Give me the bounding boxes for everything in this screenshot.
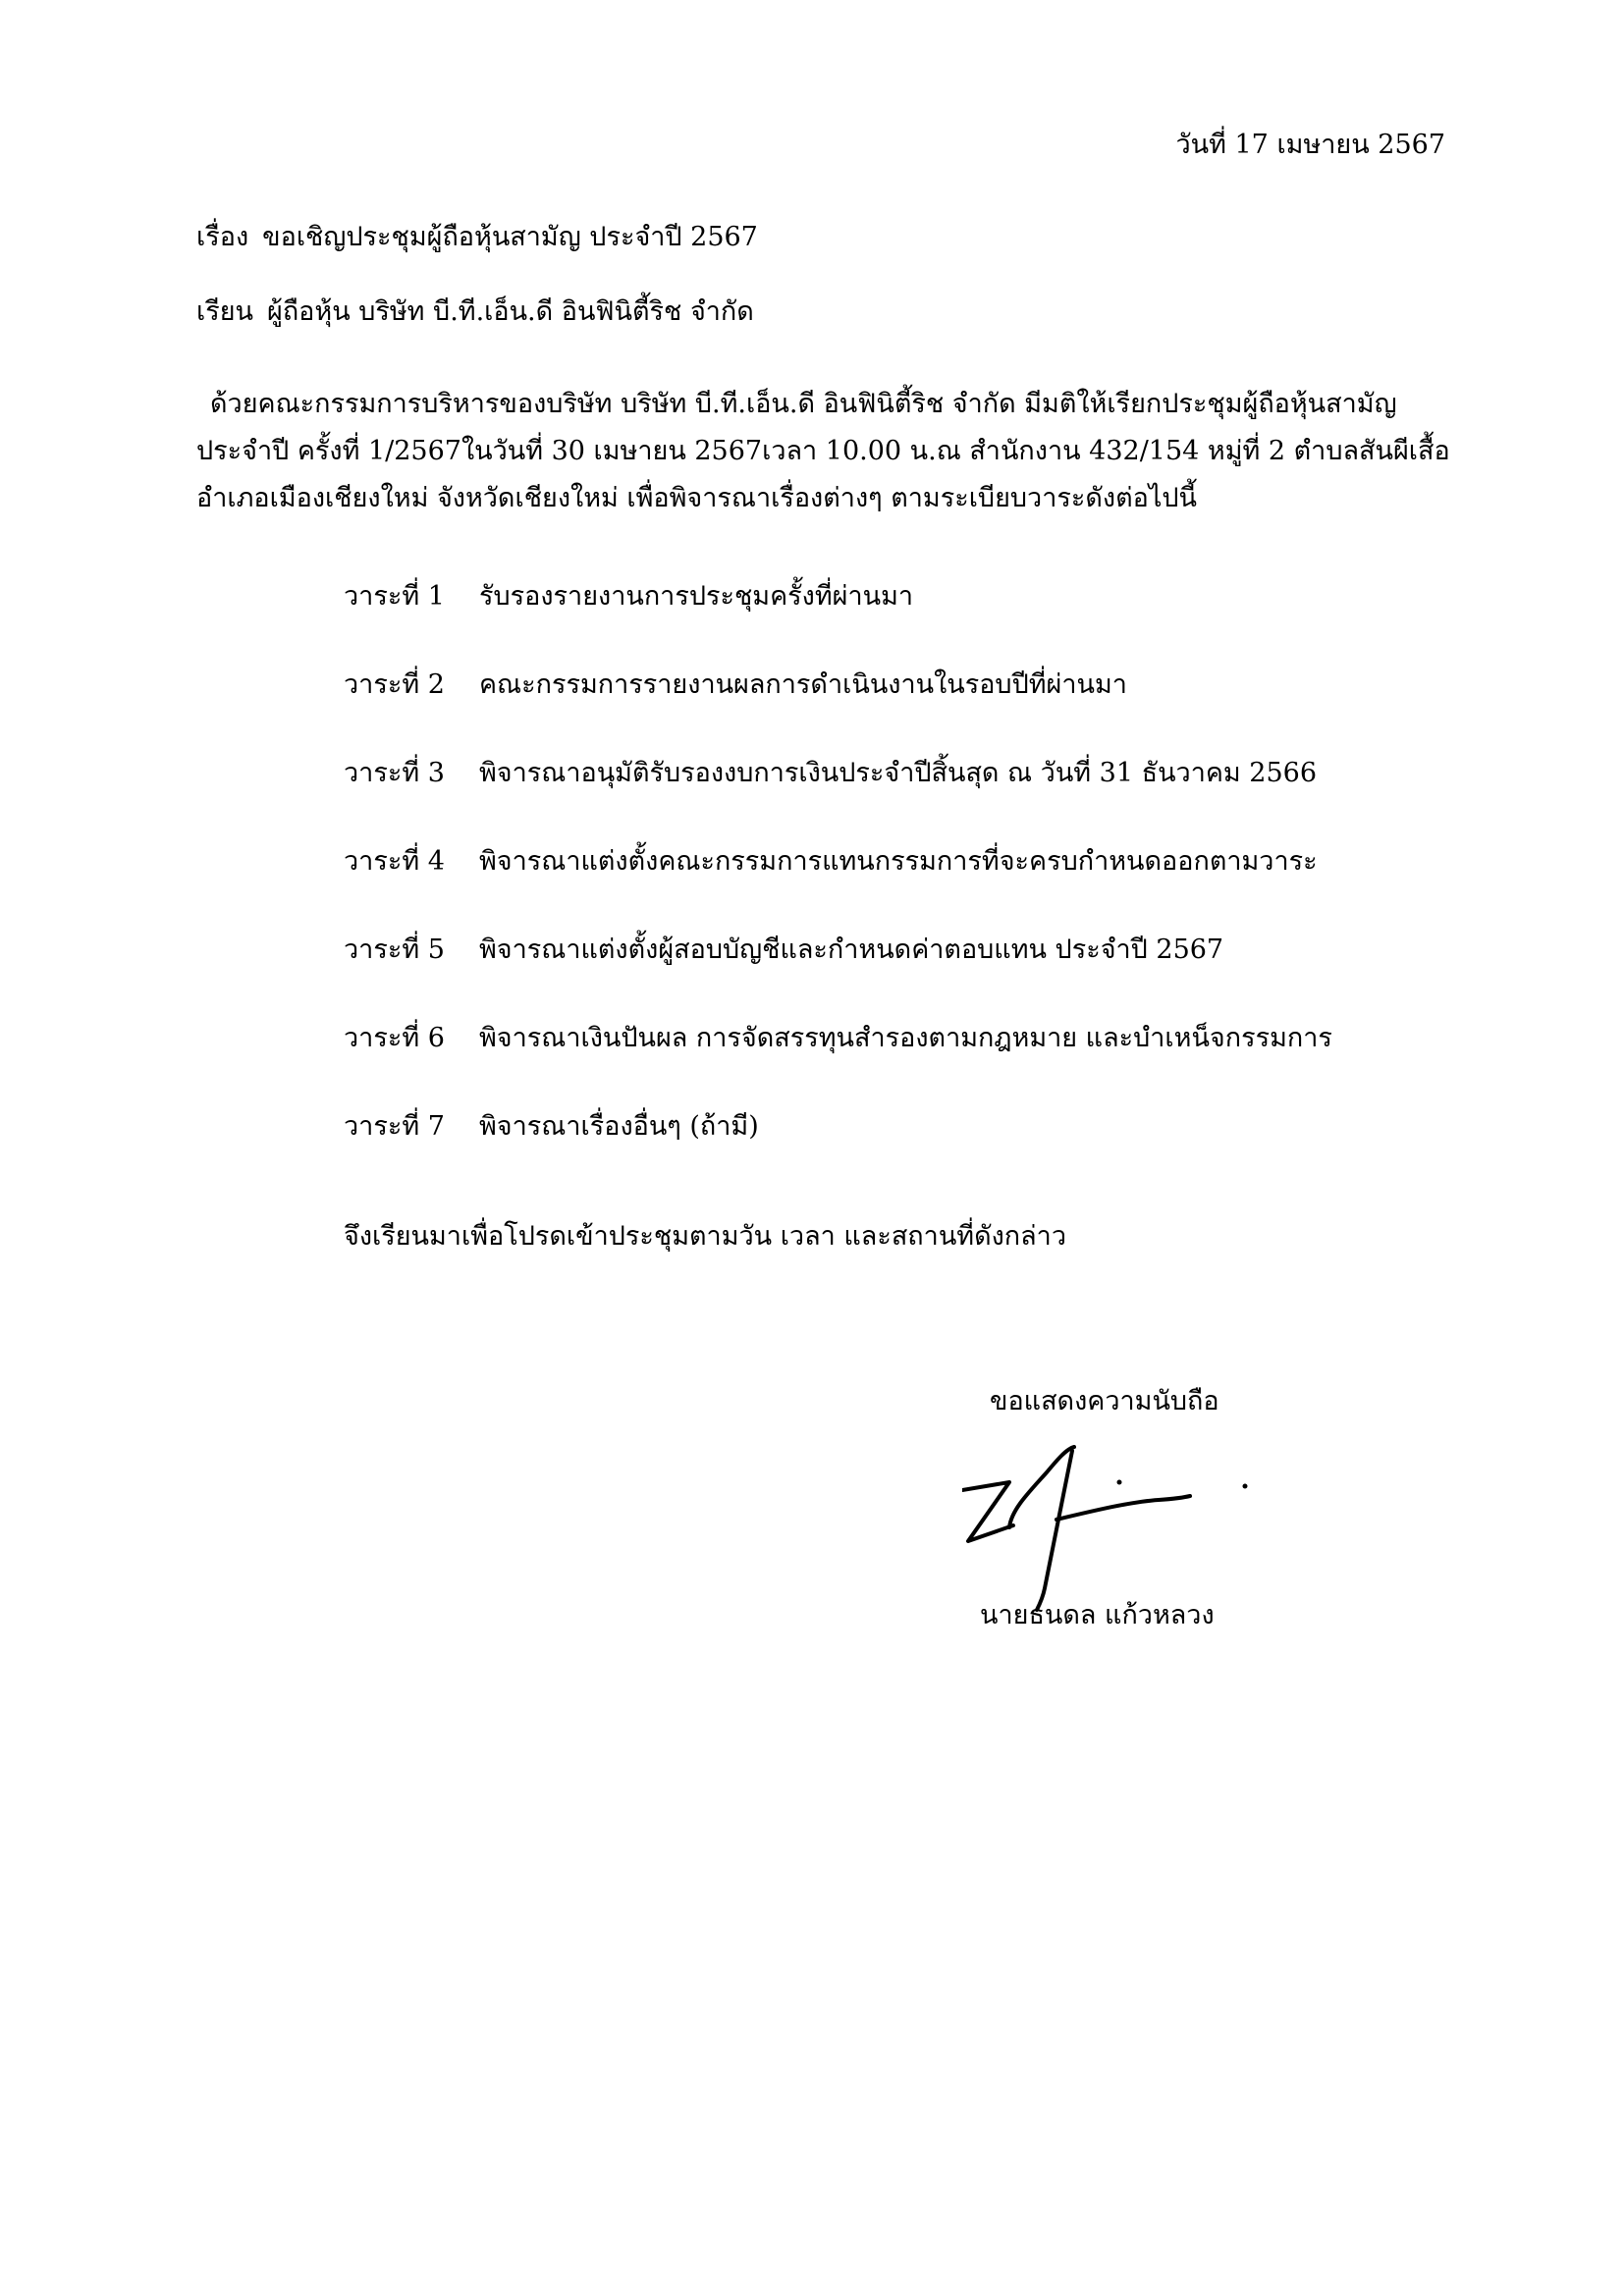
agenda-item [344,842,1318,881]
agenda-item [344,1019,1332,1058]
signer-name: นายธนดล แก้วหลวง [980,1600,1215,1630]
signature-block [962,1382,1257,1657]
closing-sentence: จึงเรียนมาเพื่อโปรดเข้าประชุมตามวัน เวลา และสถานที่ดังกล่าว [344,1221,1067,1252]
agenda-item [344,577,913,616]
body-line: ด้วยคณะกรรมการบริหารของบริษัท บริษัท บี.ที.เอ็น.ดี อินฟินิตี้ริช จำกัด มีมติให้เรียกประชุมผู้ถือหุ้นสามัญ [210,389,1397,419]
subject-line [196,218,758,257]
agenda-item [344,754,1317,793]
agenda-text: รับรองรายงานการประชุมครั้งที่ผ่านมา [479,581,914,612]
agenda-number: วาระที่ 1 [344,581,445,612]
agenda-number: วาระที่ 4 [344,846,445,877]
agenda-number: วาระที่ 6 [344,1023,445,1053]
agenda-text: พิจารณาอนุมัติรับรองงบการเงินประจำปีสิ้นสุด ณ วันที่ 31 ธันวาคม 2566 [479,758,1318,788]
agenda-item [344,666,1127,705]
agenda-item [344,1107,759,1147]
handwritten-signature [962,1421,1257,1618]
agenda-text: พิจารณาแต่งตั้งคณะกรรมการแทนกรรมการที่จะครบกำหนดออกตามวาระ [479,846,1318,877]
subject-label: เรื่อง [196,222,249,252]
body-line: ประจำปี ครั้งที่ 1/2567ในวันที่ 30 เมษายน 2567เวลา 10.00 น.ณ สำนักงาน 432/154 หมู่ที่ 2 ตำบลสันผีเสื้อ [196,436,1450,466]
agenda-text: คณะกรรมการรายงานผลการดำเนินงานในรอบปีที่ผ่านมา [479,669,1127,700]
agenda-number: วาระที่ 7 [344,1111,445,1142]
agenda-number: วาระที่ 5 [344,934,445,965]
agenda-text: พิจารณาเงินปันผล การจัดสรรทุนสำรองตามกฎหมาย และบำเหน็จกรรมการ [479,1023,1332,1053]
body-line: อำเภอเมืองเชียงใหม่ จังหวัดเชียงใหม่ เพื่อพิจารณาเรื่องต่างๆ ตามระเบียบวาระดังต่อไปนี้ [196,483,1197,513]
agenda-text: พิจารณาแต่งตั้งผู้สอบบัญชีและกำหนดค่าตอบแทน ประจำปี 2567 [479,934,1224,965]
recipient-label: เรียน [196,296,254,327]
body-paragraph [196,381,1463,522]
agenda-number: วาระที่ 3 [344,758,445,788]
agenda-item [344,931,1223,970]
recipient-line [196,293,754,332]
agenda-number: วาระที่ 2 [344,669,445,700]
letter-date: วันที่ 17 เมษายน 2567 [1175,130,1445,160]
agenda-text: พิจารณาเรื่องอื่นๆ (ถ้ามี) [479,1111,759,1142]
regards-text: ขอแสดงความนับถือ [990,1386,1219,1416]
subject-text: ขอเชิญประชุมผู้ถือหุ้นสามัญ ประจำปี 2567 [262,222,758,252]
recipient-text: ผู้ถือหุ้น บริษัท บี.ที.เอ็น.ดี อินฟินิตี้ริช จำกัด [267,296,754,327]
